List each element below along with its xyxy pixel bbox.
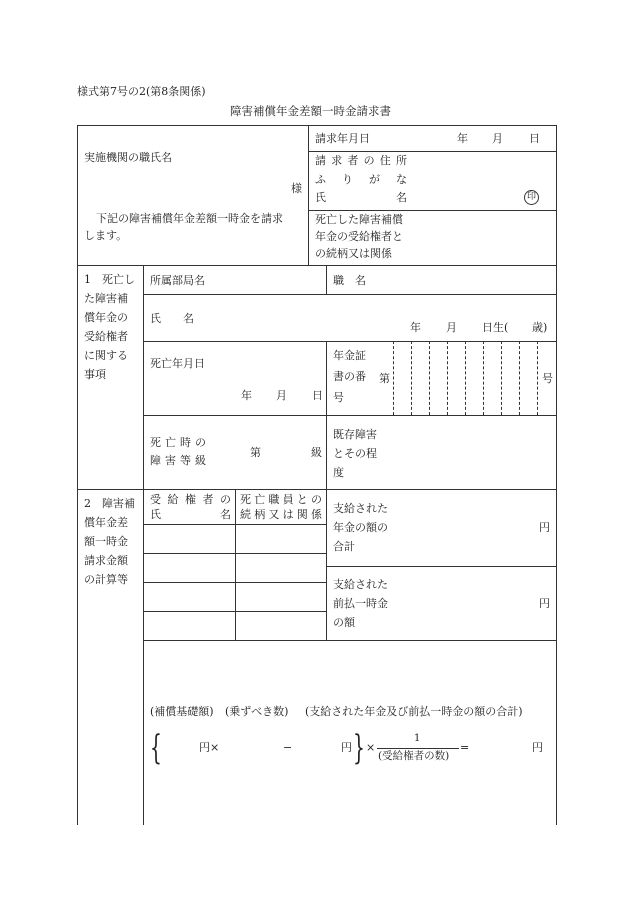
deceased-name-field[interactable] (215, 300, 395, 320)
beneficiary-name-cell[interactable] (145, 526, 233, 551)
form-title: 障害補償年金差額一時金請求書 (230, 104, 391, 118)
death-date-label: 死亡年月日 (150, 357, 205, 370)
request-day-label: 日 (529, 132, 540, 145)
address-label: 請求者の住所 (315, 154, 407, 167)
formula-numerator: 1 (414, 733, 421, 744)
pension-go-label: 号 (542, 372, 553, 385)
relation-line-3: の続柄又は関係 (315, 247, 392, 260)
formula-total-label: (支給された年金及び前払一時金の額の合計) (305, 705, 523, 718)
requester-name-label: 氏名 (315, 191, 407, 204)
beneficiary-name-header-1: 受給権者の (150, 493, 231, 506)
paid-prepayment-field[interactable] (420, 588, 530, 608)
formula-denominator: (受給権者の数) (378, 750, 450, 762)
formula-base-field[interactable] (167, 737, 197, 753)
death-day-label: 日 (312, 389, 323, 402)
disability-grade-label-2: 障害等級 (150, 454, 206, 467)
pension-number-label: 年金証 書の番 号 (333, 349, 366, 404)
org-name-field[interactable] (84, 164, 300, 184)
grade-kyu-label: 級 (311, 446, 322, 459)
relation-line-2: 年金の受給権者と (315, 230, 403, 243)
formula-multiplier-label: (乗ずべき数) (225, 705, 289, 718)
pension-number-field[interactable] (395, 345, 535, 411)
beneficiary-relation-cell[interactable] (237, 526, 324, 551)
requester-name-field[interactable] (410, 190, 520, 206)
position-label: 職 名 (333, 274, 366, 287)
death-month-label: 月 (276, 389, 287, 402)
form-number: 様式第7号の2(第8条関係) (77, 85, 206, 98)
request-month-label: 月 (492, 132, 503, 145)
section2-label: 2 障害補 償年金差 額一時金 請求金額 の計算等 (84, 497, 135, 586)
beneficiary-name-cell[interactable] (145, 555, 233, 580)
formula-equals: = (460, 741, 470, 754)
pension-dai-label: 第 (379, 372, 390, 385)
request-date-label: 請求年月日 (315, 132, 370, 145)
formula-minus: − (283, 741, 293, 754)
existing-disability-field[interactable] (395, 420, 552, 484)
relation-line-1: 死亡した障害補償 (315, 213, 403, 226)
birth-day-label: 日生( (482, 321, 509, 334)
formula-result-field[interactable] (480, 737, 530, 753)
beneficiary-relation-cell[interactable] (237, 613, 324, 638)
formula-base-label: (補償基礎額) (150, 705, 214, 718)
disability-grade-label-1: 死亡時の (150, 436, 206, 449)
grade-dai-label: 第 (250, 446, 261, 459)
beneficiary-relation-cell[interactable] (237, 584, 324, 609)
department-label: 所属部局名 (150, 274, 205, 287)
relation-header-1: 死亡職員との (240, 493, 322, 506)
birth-year-label: 年 (410, 321, 421, 334)
formula-yen-close: 円 (341, 741, 352, 754)
address-field[interactable] (410, 154, 552, 170)
relation-header-2: 続柄又は関係 (240, 508, 322, 521)
paid-pension-yen: 円 (539, 521, 550, 534)
sama-label: 様 (291, 182, 302, 195)
intro-line-1: 下記の障害補償年金差額一時金を請求 (96, 212, 283, 225)
intro-line-2: します。 (84, 229, 128, 242)
age-label: 歳) (532, 321, 548, 334)
furigana-label: ふりがな (315, 173, 407, 186)
formula-yen-result: 円 (532, 741, 543, 754)
beneficiary-name-cell[interactable] (145, 613, 233, 638)
formula-fraction-bar (377, 748, 459, 749)
formula-close-brace: } (353, 728, 365, 768)
paid-prepayment-yen: 円 (539, 597, 550, 610)
paid-pension-field[interactable] (420, 510, 530, 530)
birth-month-label: 月 (446, 321, 457, 334)
beneficiary-name-header-2: 氏名 (150, 508, 231, 521)
paid-pension-label: 支給された 年金の額の 合計 (333, 502, 388, 553)
deceased-name-label: 氏 名 (150, 312, 194, 325)
request-year-label: 年 (457, 132, 468, 145)
formula-yen-times: 円× (199, 741, 220, 754)
formula-total-field[interactable] (300, 737, 340, 753)
death-year-label: 年 (241, 389, 252, 402)
paid-prepayment-label: 支給された 前払一時金 の額 (333, 578, 388, 629)
seal-icon: 印 (524, 190, 539, 205)
department-field[interactable] (210, 270, 322, 290)
beneficiary-name-cell[interactable] (145, 584, 233, 609)
formula-multiplier-field[interactable] (225, 737, 275, 753)
formula-times: × (366, 741, 376, 754)
position-field[interactable] (380, 270, 552, 290)
section1-label: 1 死亡し た障害補 償年金の 受給権者 に関する 事項 (84, 273, 135, 381)
formula-open-brace: { (150, 728, 162, 768)
grade-field[interactable] (265, 440, 307, 462)
org-label: 実施機関の職氏名 (84, 151, 172, 164)
existing-disability-label: 既存障害 とその程 度 (333, 428, 377, 479)
beneficiary-relation-cell[interactable] (237, 555, 324, 580)
